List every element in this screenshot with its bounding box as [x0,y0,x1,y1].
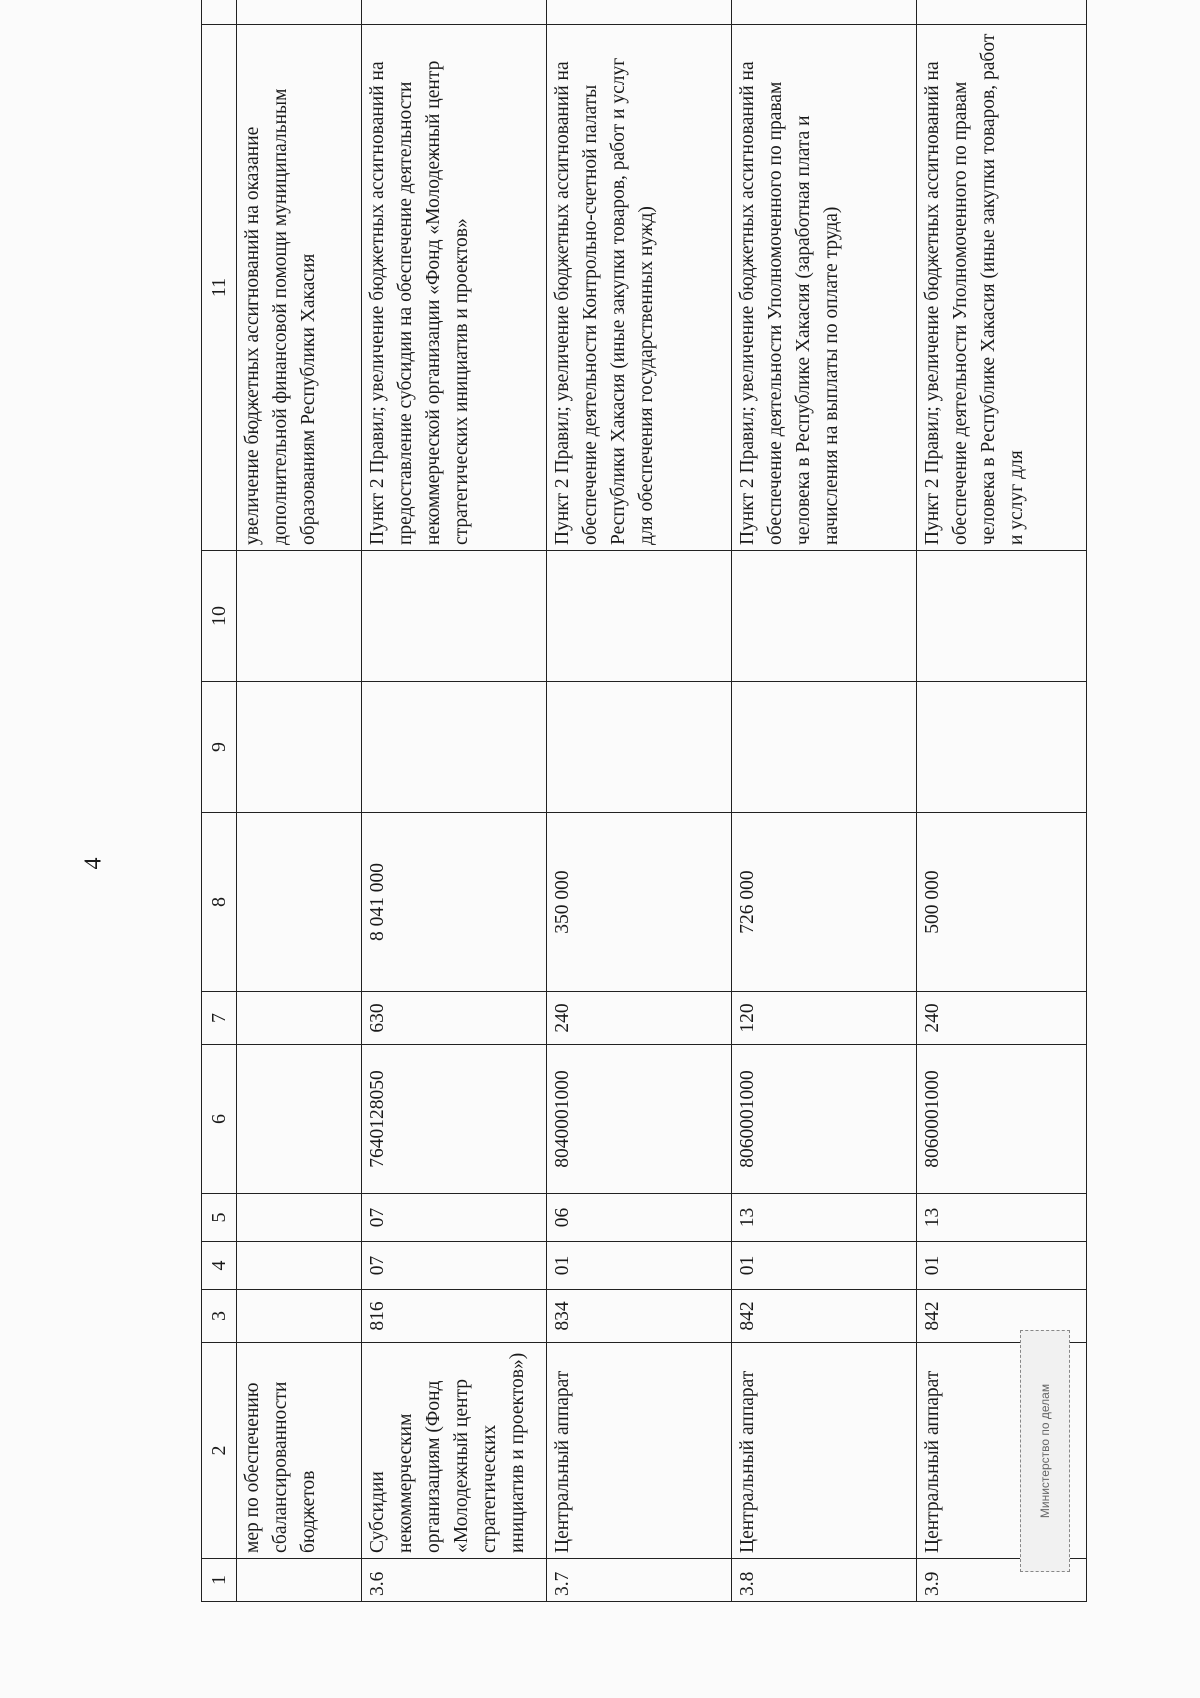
col-10-value [732,551,917,682]
code-section [237,1242,362,1290]
code-ministry: 842 [917,1290,1087,1343]
code-subsection: 13 [732,1194,917,1242]
col-header-2: 2 [202,1343,237,1559]
col-header-9: 9 [202,682,237,813]
justification: Пункт 2 Правил; увеличение бюджетных ассигнований на предоставление субсидии на обеспечение деятельности некоммерческой организации «Фонд «Молодежный центр стратегических инициатив и проектов» [362,25,547,551]
code-target: 8040001000 [547,1045,732,1194]
row-number: 3.9 [917,1559,1087,1602]
col-header-1: 1 [202,1559,237,1602]
budget-table [201,0,1087,1602]
code-section: 01 [732,1242,917,1290]
code-expense-type: 630 [362,992,547,1045]
justification: увеличение бюджетных ассигнований на оказание дополнительной финансовой помощи муниципальным образованиям Республики Хакасия [237,25,362,551]
col-header-12 [202,0,237,25]
row-number: 3.7 [547,1559,732,1602]
code-target: 8060001000 [917,1045,1087,1194]
table-header-row [202,0,237,1602]
row-name: Центральный аппарат [732,1343,917,1559]
col-header-4: 4 [202,1242,237,1290]
col-9-value [547,682,732,813]
row-name: мер по обеспечению сбалансированности бюджетов [237,1343,362,1559]
col-9-value [237,682,362,813]
col-10-value [547,551,732,682]
code-subsection: 13 [917,1194,1087,1242]
col-header-6: 6 [202,1045,237,1194]
col-header-11: 11 [202,25,237,551]
row-number: 3.8 [732,1559,917,1602]
code-expense-type: 240 [547,992,732,1045]
row-name: Центральный аппарат [547,1343,732,1559]
code-subsection: 07 [362,1194,547,1242]
table-row [237,0,362,1602]
col-12-value [362,0,547,25]
col-header-7: 7 [202,992,237,1045]
table-row [547,0,732,1602]
justification: Пункт 2 Правил; увеличение бюджетных ассигнований на обеспечение деятельности Контрольно-счетной палаты Республики Хакасия (иные закупки товаров, работ и услуг для обеспечения государственных нужд) [547,25,732,551]
table-row [732,0,917,1602]
code-target: 8060001000 [732,1045,917,1194]
code-section: 01 [917,1242,1087,1290]
code-ministry: 816 [362,1290,547,1343]
row-number: 3.6 [362,1559,547,1602]
stamp-text: Министерство по делам [1038,1383,1052,1519]
col-9-value [732,682,917,813]
col-12-value [237,0,362,25]
code-subsection [237,1194,362,1242]
row-name: Центральный аппарат [917,1343,1087,1559]
code-ministry: 834 [547,1290,732,1343]
amount: 726 000 [732,813,917,992]
row-name: Субсидии некоммерческим организациям (Фонд «Молодежный центр стратегических инициатив и проектов») [362,1343,547,1559]
justification: Пункт 2 Правил; увеличение бюджетных ассигнований на обеспечение деятельности Уполномоченного по правам человека в Республике Хакасия (заработная плата и начисления на выплаты по оплате труда) [732,25,917,551]
amount [237,813,362,992]
registration-stamp [1020,1330,1070,1572]
code-section: 01 [547,1242,732,1290]
col-header-5: 5 [202,1194,237,1242]
code-subsection: 06 [547,1194,732,1242]
code-expense-type: 120 [732,992,917,1045]
code-ministry [237,1290,362,1343]
amount: 350 000 [547,813,732,992]
col-10-value [362,551,547,682]
col-9-value [362,682,547,813]
amount: 8 041 000 [362,813,547,992]
col-header-10: 10 [202,551,237,682]
row-number [237,1559,362,1602]
justification: Пункт 2 Правил; увеличение бюджетных ассигнований на обеспечение деятельности Уполномоченного по правам человека в Республике Хакасия (иные закупки товаров, работ и услуг для [917,25,1087,551]
code-target: 7640128050 [362,1045,547,1194]
col-12-value [732,0,917,25]
col-10-value [917,551,1087,682]
col-10-value [237,551,362,682]
code-ministry: 842 [732,1290,917,1343]
code-target [237,1045,362,1194]
col-header-3: 3 [202,1290,237,1343]
col-9-value [917,682,1087,813]
code-expense-type: 240 [917,992,1087,1045]
code-section: 07 [362,1242,547,1290]
page-number: 4 [80,857,107,870]
budget-table-container [201,12,1081,1602]
amount: 500 000 [917,813,1087,992]
code-expense-type [237,992,362,1045]
col-12-value [917,0,1087,25]
col-header-8: 8 [202,813,237,992]
table-row [362,0,547,1602]
col-12-value [547,0,732,25]
